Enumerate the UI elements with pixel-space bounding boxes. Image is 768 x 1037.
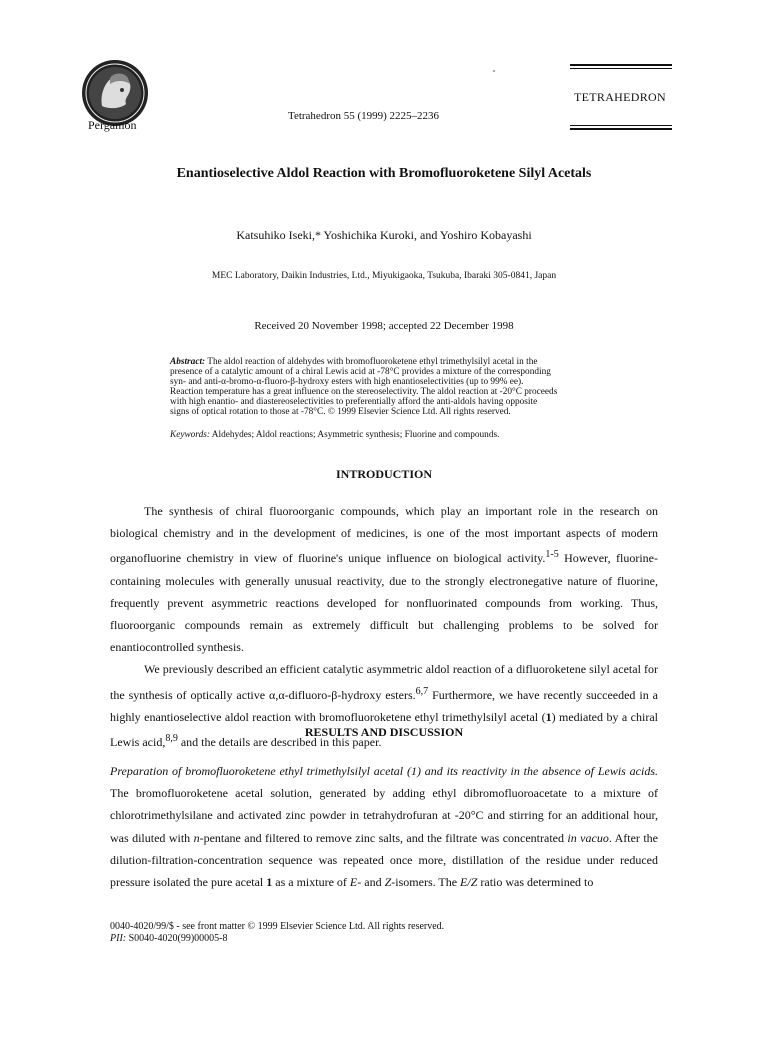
citation-ref: 1-5 [545,549,559,561]
abstract-line: Reaction temperature has a great influence on the stereoselectivity. The aldol reaction at -20°C proceeds [170,387,558,397]
pii-line [110,933,444,945]
copyright-line: 0040-4020/99/$ - see front matter © 1999 Elsevier Science Ltd. All rights reserved. [110,921,445,932]
results-paragraph-1: Preparation of bromofluoroketene ethyl trimethylsilyl acetal (1) and its reactivity in the absence of Lewis acids. The bromofluoroketene acetal solution, generated by adding ethyl dibromofluoroacetate to a mixture of chlorotrimethylsilane and activated zinc powder in tetrahydrofuran at -20°C and stirring for an additional hour, was diluted with n-pentane and filtered to remove zinc salts, and the filtrate was concentrated in vacuo. After the dilution-filtration-concentration sequence was repeated once more, distillation of the residue under reduced pressure isolated the pure acetal 1 as a mixture of E- and Z-isomers. The E/Z ratio was determined to [110,764,658,890]
header-rule-top-thin [570,68,672,69]
abstract [170,357,602,417]
abstract-line: signs of optical rotation to those at -78°C. © 1999 Elsevier Science Ltd. All rights reserved. [170,407,511,417]
section-heading-introduction: INTRODUCTION [335,467,432,481]
introduction-body [110,500,658,753]
header-rule-bottom-thin [570,125,672,126]
author-list: Katsuhiko Iseki,* Yoshichika Kuroki, and Yoshiro Kobayashi [236,228,532,242]
article-title: Enantioselective Aldol Reaction with Bromofluoroketene Silyl Acetals [176,166,592,181]
citation-ref: 6,7 [415,685,429,697]
citation-ref: 8,9 [165,733,178,745]
pii-value: S0040-4020(99)00005-8 [126,933,228,944]
intro-paragraph-1: The synthesis of chiral fluoroorganic compounds, which play an important role in the research on biological chemistry and in the development of medicines, is one of the most important aspects of modern organofluorine chemistry in view of fluorine's unique influence on biological activity.$^{1-5}$ However, fluorine-containing molecules with generally unusual reactivity, due to the strongly electronegative nature of fluorine, frequently prevent asymmetric reactions developed for nonfluorinated compounds from working. Thus, fluoroorganic compounds remain as extremely difficult but challenging problems to be solved for enantiocontrolled synthesis. [110,504,658,655]
affiliation: MEC Laboratory, Daikin Industries, Ltd., Miyukigaoka, Tsukuba, Ibaraki 305-0841, Japan [211,271,557,281]
header-rule-top [570,64,672,66]
abstract-line: with high enantio- and diastereoselectivities to preferentially afford the anti-aldols having opposite [170,397,538,407]
journal-name: TETRAHEDRON [574,90,666,104]
abstract-line: syn- and anti-α-bromo-α-fluoro-β-hydroxy esters with high enantioselectivities (up to 99% ee). [170,377,524,387]
journal-citation: Tetrahedron 55 (1999) 2225–2236 [288,110,440,122]
abstract-label: Abstract: [170,357,206,367]
speck [493,70,495,72]
results-body [110,760,658,893]
keywords-label: Keywords: [170,430,210,440]
abstract-line: The aldol reaction of aldehydes with bromofluoroketene ethyl trimethylsilyl acetal in the [207,357,538,367]
header-rule-bottom [570,128,672,130]
section-heading-results: RESULTS AND DISCUSSION [304,725,464,739]
abstract-line: presence of a catalytic amount of a chiral Lewis acid at -78°C provides a mixture of the corresponding [170,367,551,377]
publisher-name: Pergamon [88,118,137,132]
keywords [170,430,602,440]
footer [110,921,444,945]
pii-label: PII: [110,933,127,944]
keywords-text: Aldehydes; Aldol reactions; Asymmetric synthesis; Fluorine and compounds. [211,430,500,440]
received-dates: Received 20 November 1998; accepted 22 December 1998 [254,320,514,332]
subsection-title: Preparation of bromofluoroketene ethyl trimethylsilyl acetal (1) and its reactivity in the absence of Lewis acids. [110,764,658,778]
intro-paragraph-2: We previously described an efficient catalytic asymmetric aldol reaction of a difluoroketene silyl acetal for the synthesis of optically active α,α-difluoro-β-hydroxy esters.$^{6,7}$ Furthermore, we have recently succeeded in a highly enantioselective aldol reaction with bromofluoroketene ethyl trimethylsilyl acetal (1) mediated by a chiral Lewis acid,$^{8,9}$ and the details are described in this paper. [110,662,658,750]
